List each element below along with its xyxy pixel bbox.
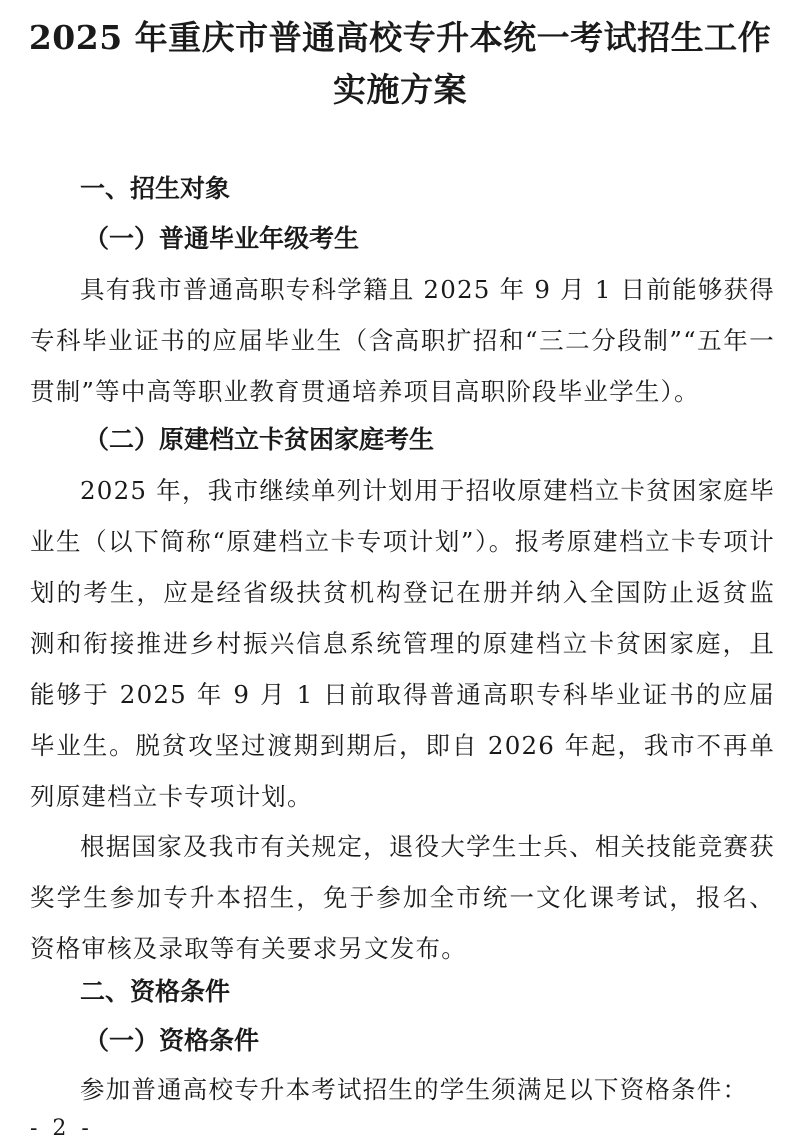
paragraph-regular-graduates: 具有我市普通高职专科学籍且 2025 年 9 月 1 日前能够获得专科毕业证书的应届毕业生（含高职扩招和“三二分段制”“五年一贯制”等中高等职业教育贯通培养项目高职阶段毕业学生）。 <box>30 275 775 406</box>
paragraph-exemption: 根据国家及我市有关规定，退役大学生士兵、相关技能竞赛获奖学生参加专升本招生，免于参加全市统一文化课考试，报名、资格审核及录取等有关要求另文发布。 <box>30 832 775 963</box>
subsection-heading-qualifications: （一）资格条件 <box>84 1026 260 1055</box>
subsection-heading-poverty-families: （二）原建档立卡贫困家庭考生 <box>84 425 435 454</box>
paragraph-poverty-families: 2025 年，我市继续单列计划用于招收原建档立卡贫困家庭毕业生（以下简称“原建档立卡专项计划”）。报考原建档立卡专项计划的考生，应是经省级扶贫机构登记在册并纳入全国防止返贫监测和衔接推进乡村振兴信息系统管理的原建档立卡贫困家庭，且能够于 2025 年 9 月 1 日前取得普通高职专科毕业证书的应届毕业生。脱贫攻坚过渡期到期后，即自 2026 年起，我市不再单列原建档立卡专项计划。 <box>30 476 775 811</box>
paragraph-qualifications: 参加普通高校专升本考试招生的学生须满足以下资格条件： <box>80 1075 749 1104</box>
subsection-heading-regular-graduates: （一）普通毕业年级考生 <box>84 224 360 253</box>
document-title: 2025 年重庆市普通高校专升本统一考试招生工作实施方案 <box>28 18 772 109</box>
page-number: - 2 - <box>30 1116 93 1141</box>
section-heading-qualifications: 二、资格条件 <box>80 977 231 1006</box>
section-heading-recruitment-targets: 一、招生对象 <box>80 174 231 203</box>
